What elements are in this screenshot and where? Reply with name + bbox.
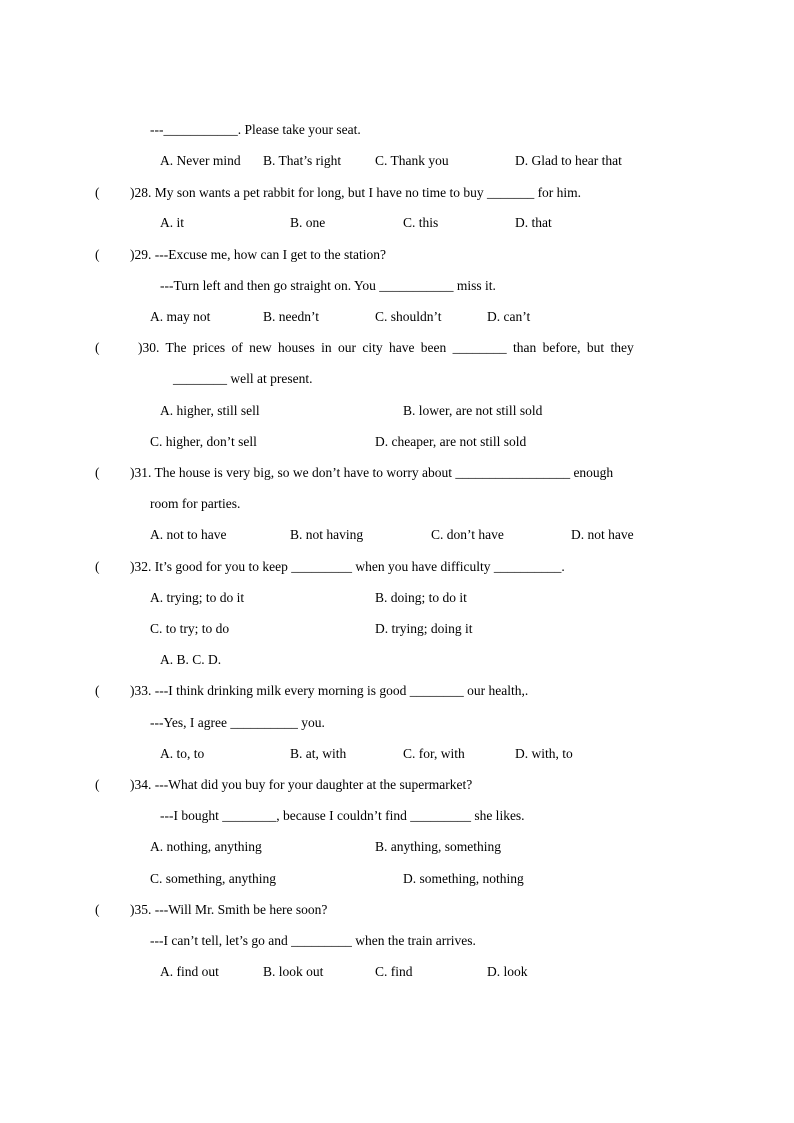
q29-option-a: A. may not	[150, 309, 211, 324]
q27-option-d: D. Glad to hear that	[515, 153, 622, 168]
q32-answer-bracket[interactable]: (	[95, 559, 100, 574]
q34-option-a: A. nothing, anything	[150, 839, 262, 854]
q28-option-d: D. that	[515, 215, 552, 230]
q31-option-a: A. not to have	[150, 527, 227, 542]
q34-stem: )34. ---What did you buy for your daughter at the supermarket?	[130, 777, 473, 792]
q27-answer-line: ---___________. Please take your seat.	[150, 122, 361, 137]
q31-option-b: B. not having	[290, 527, 364, 542]
q33-option-b: B. at, with	[290, 746, 347, 761]
q35-option-a: A. find out	[160, 964, 219, 979]
q35-line2: ---I can’t tell, let’s go and _________ when the train arrives.	[150, 933, 476, 948]
q34-line2: ---I bought ________, because I couldn’t find _________ she likes.	[160, 808, 525, 823]
q35-answer-bracket[interactable]: (	[95, 902, 100, 917]
q29-answer-bracket[interactable]: (	[95, 247, 100, 262]
q29-line2: ---Turn left and then go straight on. You ___________ miss it.	[160, 278, 496, 293]
q33-answer-bracket[interactable]: (	[95, 683, 100, 698]
q33-option-d: D. with, to	[515, 746, 573, 761]
q30-option-b: B. lower, are not still sold	[403, 403, 543, 418]
q30-stem: )30. The prices of new houses in our city have been ________ than before, but they	[138, 340, 634, 355]
q33-line2: ---Yes, I agree __________ you.	[150, 715, 325, 730]
q28-option-c: C. this	[403, 215, 439, 230]
q34-option-b: B. anything, something	[375, 839, 501, 854]
q27-option-b: B. That’s right	[263, 153, 342, 168]
q33-option-a: A. to, to	[160, 746, 205, 761]
q27-option-c: C. Thank you	[375, 153, 449, 168]
q30-option-d: D. cheaper, are not still sold	[375, 434, 527, 449]
q27-option-a: A. Never mind	[160, 153, 241, 168]
q31-option-c: C. don’t have	[431, 527, 504, 542]
q31-answer-bracket[interactable]: (	[95, 465, 100, 480]
q32-option-b: B. doing; to do it	[375, 590, 467, 605]
q34-option-c: C. something, anything	[150, 871, 276, 886]
q32-option-a: A. trying; to do it	[150, 590, 245, 605]
q28-option-a: A. it	[160, 215, 185, 230]
q31-line2: room for parties.	[150, 496, 241, 511]
q31-stem: )31. The house is very big, so we don’t have to worry about _________________ enough	[130, 465, 614, 480]
q33-stem: )33. ---I think drinking milk every morning is good ________ our health,.	[130, 683, 529, 698]
q28-option-b: B. one	[290, 215, 326, 230]
q34-answer-bracket[interactable]: (	[95, 777, 100, 792]
q29-option-b: B. needn’t	[263, 309, 319, 324]
q31-option-d: D. not have	[571, 527, 634, 542]
q35-stem: )35. ---Will Mr. Smith be here soon?	[130, 902, 328, 917]
q28-stem: )28. My son wants a pet rabbit for long, but I have no time to buy _______ for him.	[130, 185, 582, 200]
q30-line2: ________ well at present.	[173, 371, 313, 386]
q29-option-d: D. can’t	[487, 309, 531, 324]
q32-option-c: C. to try; to do	[150, 621, 230, 636]
q34-option-d: D. something, nothing	[403, 871, 524, 886]
q32-stem: )32. It’s good for you to keep _________ when you have difficulty __________.	[130, 559, 565, 574]
q32-option-d: D. trying; doing it	[375, 621, 473, 636]
q28-answer-bracket[interactable]: (	[95, 185, 100, 200]
q33-option-c: C. for, with	[403, 746, 465, 761]
q35-option-d: D. look	[487, 964, 528, 979]
q30-option-a: A. higher, still sell	[160, 403, 260, 418]
q29-stem: )29. ---Excuse me, how can I get to the station?	[130, 247, 387, 262]
q32-choice-line: A. B. C. D.	[160, 652, 222, 667]
q30-answer-bracket[interactable]: (	[95, 340, 100, 355]
q30-option-c: C. higher, don’t sell	[150, 434, 257, 449]
q35-option-c: C. find	[375, 964, 413, 979]
q29-option-c: C. shouldn’t	[375, 309, 442, 324]
q35-option-b: B. look out	[263, 964, 324, 979]
